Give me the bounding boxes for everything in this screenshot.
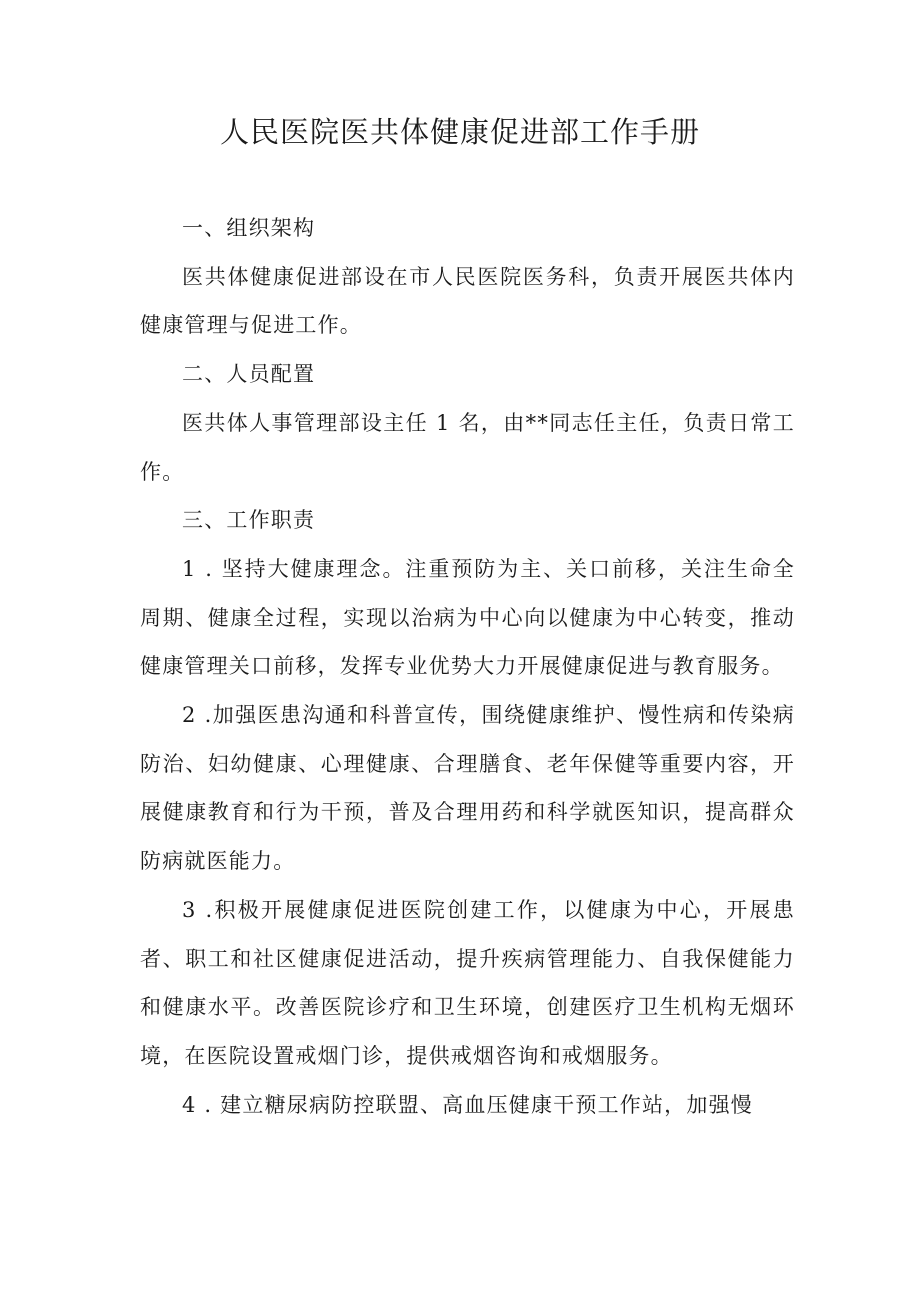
section-heading-organization: 一、组织架构 xyxy=(182,216,316,240)
duty-item-2: 2 .加强医患沟通和科普宣传，围绕健康维护、慢性病和传染病防治、妇幼健康、心理健康、合理膳食、老年保健等重要内容，开展健康教育和行为干预，普及合理用药和科学就医知识，提高群众防病就医能力。 xyxy=(140,703,795,874)
duty-item-3: 3 .积极开展健康促进医院创建工作，以健康为中心，开展患者、职工和社区健康促进活动，提升疾病管理能力、自我保健能力和健康水平。改善医院诊疗和卫生环境，创建医疗卫生机构无烟环境，在医院设置戒烟门诊，提供戒烟咨询和戒烟服务。 xyxy=(140,897,795,1068)
staffing-paragraph: 医共体人事管理部设主任 1 名，由**同志任主任，负责日常工作。 xyxy=(140,410,795,484)
document-title: 人民医院医共体健康促进部工作手册 xyxy=(219,115,700,149)
duty-item-1: 1 . 坚持大健康理念。注重预防为主、关口前移，关注生命全周期、健康全过程，实现以治病为中心向以健康为中心转变，推动健康管理关口前移，发挥专业优势大力开展健康促进与教育服务。 xyxy=(140,556,795,679)
section-heading-staffing: 二、人员配置 xyxy=(182,362,316,387)
document-body xyxy=(140,204,795,1129)
organization-paragraph: 医共体健康促进部设在市人民医院医务科，负责开展医共体内健康管理与促进工作。 xyxy=(140,264,795,338)
section-heading-duties: 三、工作职责 xyxy=(182,508,316,533)
duty-item-4: 4 . 建立糖尿病防控联盟、高血压健康干预工作站，加强慢 xyxy=(182,1092,753,1117)
